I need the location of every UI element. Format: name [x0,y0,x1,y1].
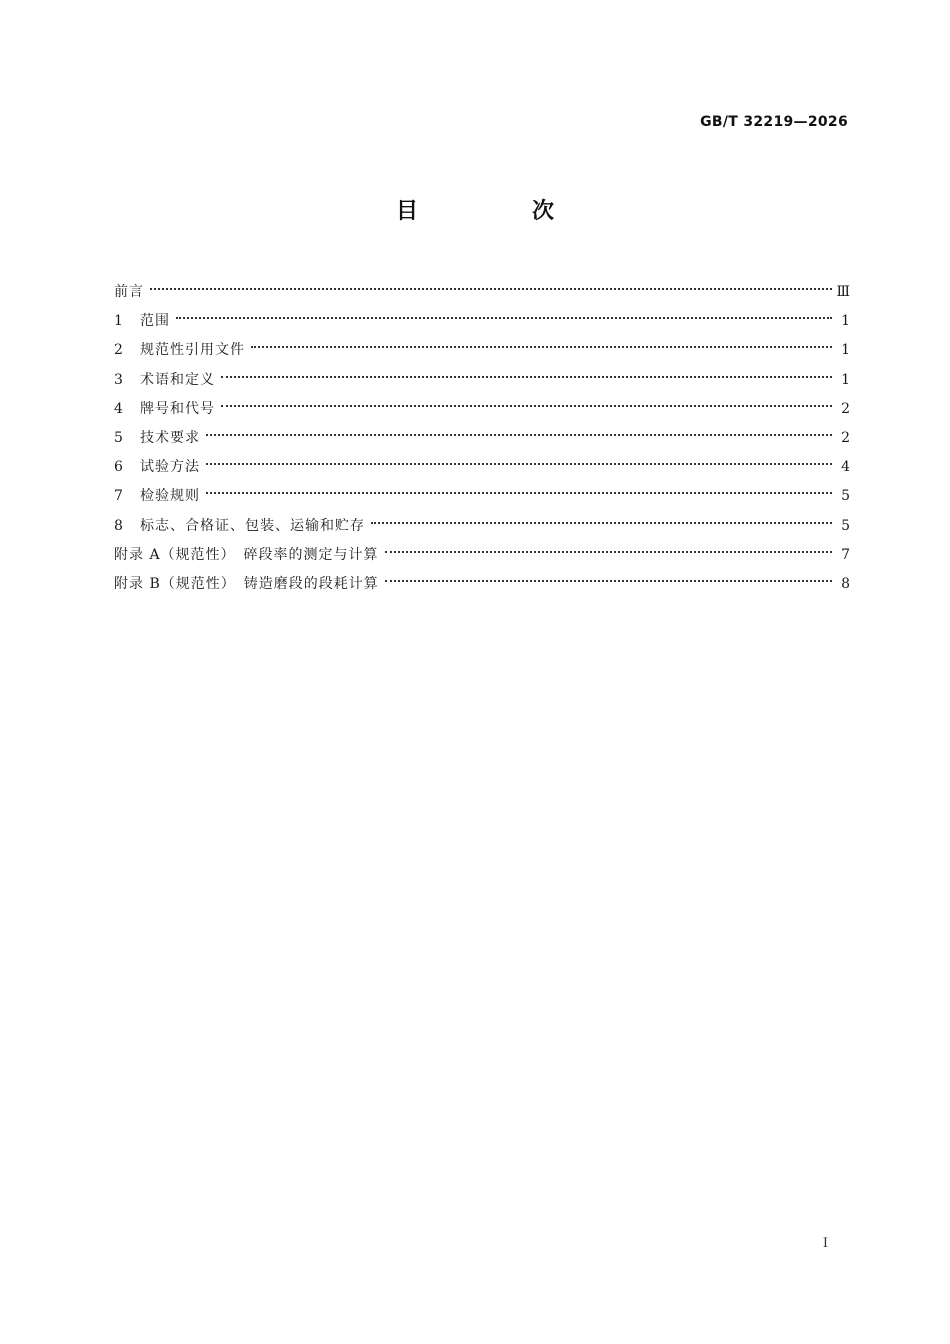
toc-leader-dots [371,506,834,530]
toc-item-normative-references[interactable] [114,330,850,359]
toc-leader-dots [206,418,834,442]
toc-item-text: 技术要求 [140,429,200,446]
toc-item-number: 6 [114,459,123,476]
toc-item-page: 5 [841,517,850,534]
toc-item-scope[interactable] [114,301,850,330]
toc-item-text: 术语和定义 [140,371,215,388]
page-number: Ⅰ [822,1236,828,1251]
toc-item-page: 1 [841,371,850,388]
toc-item-number: 2 [114,342,123,359]
toc-item-text: 试验方法 [140,459,200,476]
toc-item-text: 检验规则 [140,488,200,505]
toc-item-page: 8 [841,575,850,592]
page-title: 目 次 [395,199,600,224]
toc-leader-dots [206,447,834,471]
toc-leader-dots [150,272,834,296]
toc-item-text: 规范性引用文件 [140,342,245,359]
toc-item-page: 5 [841,488,850,505]
toc-leader-dots [385,564,834,588]
toc-item-terms-definitions[interactable] [114,360,850,389]
toc-leader-dots [221,360,834,384]
toc-item-number: 1 [114,313,123,330]
toc-item-annex-a[interactable] [114,535,850,564]
toc-item-test-methods[interactable] [114,447,850,476]
toc-item-number: 4 [114,400,123,417]
toc-item-page: 2 [841,429,850,446]
toc-item-page: 4 [841,459,850,476]
standard-code: GB/T 32219—2026 [700,114,848,130]
toc-item-text: 标志、合格证、包装、运输和贮存 [140,517,365,534]
toc-item-number: 5 [114,429,123,446]
toc-item-page: Ⅲ [836,284,850,300]
toc-leader-dots [221,389,834,413]
toc-item-page: 1 [841,342,850,359]
table-of-contents [114,272,850,593]
toc-item-page: 7 [841,546,850,563]
toc-item-page: 2 [841,400,850,417]
toc-item-number: 8 [114,517,123,534]
toc-item-annex-b[interactable] [114,564,850,593]
toc-item-text: 附录 A（规范性） 碎段率的测定与计算 [114,546,379,563]
toc-leader-dots [385,535,834,559]
toc-item-text: 前言 [114,284,144,300]
toc-leader-dots [206,476,834,500]
toc-item-grades-codes[interactable] [114,389,850,418]
toc-leader-dots [251,330,834,354]
toc-item-text: 牌号和代号 [140,400,215,417]
toc-item-inspection-rules[interactable] [114,476,850,505]
toc-item-text: 范围 [140,313,170,330]
toc-item-foreword[interactable] [114,272,850,301]
toc-item-marking-packaging[interactable] [114,506,850,535]
toc-item-number: 7 [114,488,123,505]
toc-item-text: 附录 B（规范性） 铸造磨段的段耗计算 [114,575,379,592]
toc-item-technical-requirements[interactable] [114,418,850,447]
toc-item-page: 1 [841,313,850,330]
toc-item-number: 3 [114,371,123,388]
toc-leader-dots [176,301,834,325]
